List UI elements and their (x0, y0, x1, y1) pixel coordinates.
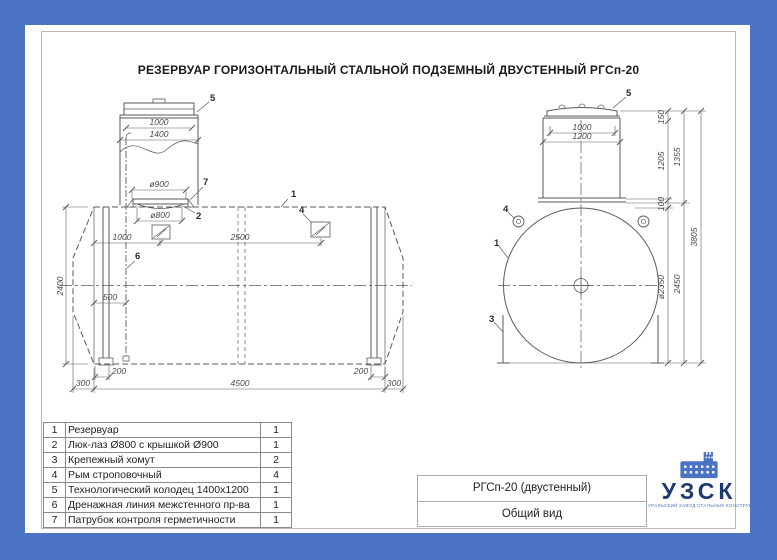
part-qty: 4 (261, 468, 292, 483)
hatch-cover-arc (137, 204, 184, 209)
part-num: 4 (44, 468, 66, 483)
well-break-line (120, 141, 198, 153)
well-base-flange (538, 198, 626, 202)
dim-leg-left: 200 (111, 366, 127, 376)
dim-total: 3805 (689, 227, 699, 247)
factory-icon (648, 452, 750, 479)
part-num: 1 (44, 423, 66, 438)
eye-left-end (513, 216, 524, 227)
drainage-hook (123, 133, 131, 361)
table-row (44, 423, 292, 438)
callout-5-end: 5 (626, 88, 632, 99)
table-row (44, 483, 292, 498)
callout-4: 4 (299, 205, 305, 216)
end-view-dimensions (510, 108, 706, 366)
dim-lid: 1000 (572, 122, 592, 132)
table-row (44, 468, 292, 483)
callout-5: 5 (210, 93, 216, 104)
part-qty: 1 (261, 423, 292, 438)
part-name: Технологический колодец 1400х1200 (66, 483, 261, 498)
part-num: 6 (44, 498, 66, 513)
title-block-view: Общий вид (501, 508, 563, 520)
dim-well: 1200 (572, 131, 592, 141)
dim-well-outer: 1400 (149, 129, 169, 139)
part-qty: 1 (261, 483, 292, 498)
title-block (417, 475, 647, 527)
side-view-dimensions (62, 125, 406, 393)
part-qty: 1 (261, 513, 292, 528)
end-crosshair (498, 120, 664, 368)
end-view-callouts (489, 88, 632, 332)
dim-lid-h: 150 (656, 109, 666, 125)
title-block-model: РГСп-20 (двустенный) (418, 476, 646, 502)
part-name: Рым строповочный (66, 468, 261, 483)
hatch-flange (133, 199, 188, 204)
company-logo (648, 452, 763, 509)
dim-eye-offset: 1000 (112, 232, 132, 242)
end-view-drawing (497, 104, 664, 368)
well-lid-handle (153, 99, 165, 103)
well-lid-end (544, 108, 620, 117)
dim-well-top: 1000 (149, 117, 169, 127)
dim-body: 4500 (230, 378, 250, 388)
parts-table (43, 422, 292, 528)
part-name: Люк-лаз Ø800 с крышкой Ø900 (66, 438, 261, 453)
table-row (44, 513, 292, 528)
callout-6: 6 (135, 251, 141, 262)
part-name: Дренажная линия межстенного пр-ва (66, 498, 261, 513)
dim-well-total: 1355 (672, 147, 682, 167)
dim-hatch: ø800 (150, 210, 170, 220)
part-qty: 2 (261, 453, 292, 468)
callout-2: 2 (196, 211, 202, 222)
dim-well-h: 1205 (656, 151, 666, 171)
dim-gap: 100 (656, 196, 666, 212)
side-view-dimension-labels (55, 117, 401, 388)
dim-height-end: 2450 (672, 274, 682, 294)
dim-eye-spacing: 2500 (230, 232, 250, 242)
dim-drain-offset: 500 (102, 292, 118, 302)
part-qty: 1 (261, 438, 292, 453)
callout-1: 1 (291, 189, 297, 200)
dim-end-right: 300 (386, 378, 402, 388)
part-name: Патрубок контроля герметичности (66, 513, 261, 528)
logo-subtitle: УРАЛЬСКИЙ ЗАВОД СТАЛЬНЫХ КОНСТРУКЦИЙ (648, 503, 763, 508)
table-row (44, 438, 292, 453)
table-row (44, 498, 292, 513)
part-num: 7 (44, 513, 66, 528)
drawing-title: РЕЗЕРВУАР ГОРИЗОНТАЛЬНЫЙ СТАЛЬНОЙ ПОДЗЕМНЫЙ ДВУСТЕННЫЙ РГСп-20 (137, 63, 640, 77)
part-num: 3 (44, 453, 66, 468)
callout-4-end: 4 (503, 204, 509, 215)
part-qty: 1 (261, 498, 292, 513)
callout-3-end: 3 (489, 314, 495, 325)
support-right (651, 315, 664, 363)
dim-diameter: ø2350 (656, 274, 666, 300)
part-name: Крепежный хомут (66, 453, 261, 468)
part-num: 5 (44, 483, 66, 498)
part-num: 2 (44, 438, 66, 453)
eye-right-end (638, 216, 649, 227)
support-left (497, 315, 510, 363)
table-row (44, 453, 292, 468)
hatch-weld-marks (127, 199, 194, 207)
callout-7: 7 (203, 177, 209, 188)
strap-right (371, 207, 377, 358)
dim-end-left: 300 (75, 378, 91, 388)
end-view-dimension-labels (573, 110, 699, 299)
dim-leg-right: 200 (353, 366, 369, 376)
callout-1-end: 1 (494, 238, 500, 249)
logo-name: УЗСК (661, 478, 737, 504)
dim-hatch-cover: ø900 (149, 179, 169, 189)
dim-height: 2400 (55, 276, 65, 296)
strap-left (103, 207, 109, 358)
part-name: Резервуар (66, 423, 261, 438)
